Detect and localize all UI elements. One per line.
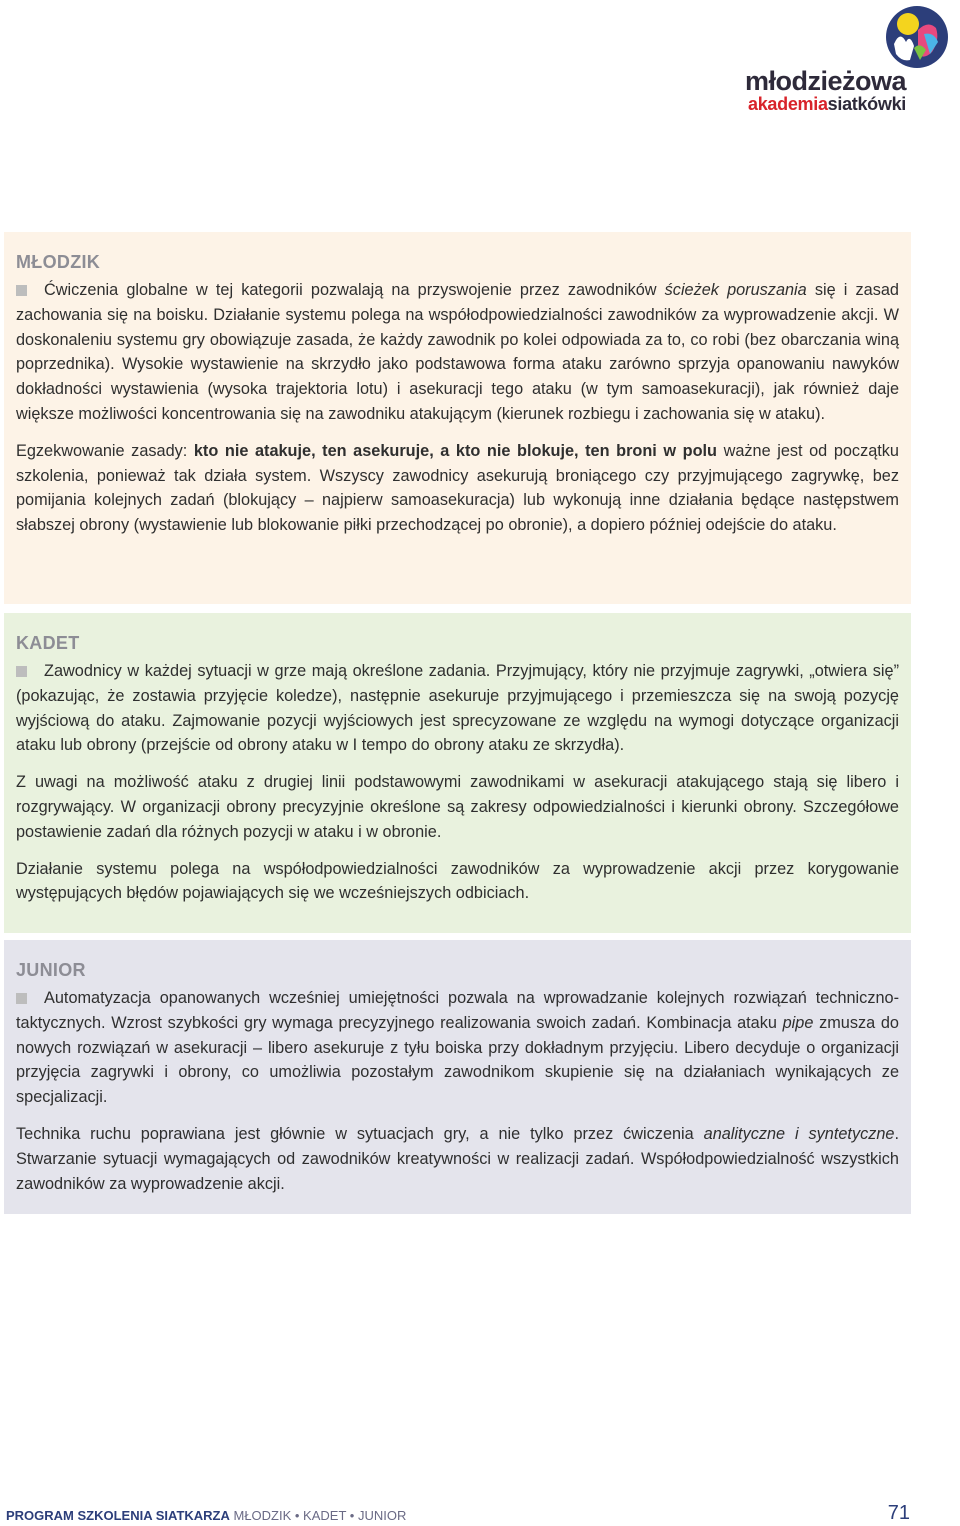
logo-wordmark-line1: młodzieżowa xyxy=(744,66,906,96)
mlodzik-p1-italic: ścieżek poruszania xyxy=(664,281,807,299)
junior-p2-italic: analityczne i syntetyczne xyxy=(703,1124,895,1143)
junior-p1-text-a: Automatyzacja opanowanych wcześniej umiejętności pozwala na wprowadzanie kolejnych rozwiązań techniczno-taktycznych. Wzrost szybkości gry wymaga precyzyjnego realizowania swoich zadań. Kombinacja ataku xyxy=(16,989,899,1032)
section-title-junior: JUNIOR xyxy=(16,960,86,980)
junior-paragraph-1 xyxy=(16,986,899,1110)
page-number: 71 xyxy=(887,1502,910,1524)
kadet-paragraph-1 xyxy=(16,659,899,758)
junior-p2-text-a: Technika ruchu poprawiana jest głównie w sytuacjach gry, a nie tylko przez ćwiczenia xyxy=(16,1124,704,1143)
square-bullet-icon xyxy=(16,285,27,296)
kadet-paragraph-3: Działanie systemu polega na współodpowiedzialności zawodników za wyprowadzenie akcji przez korygowanie występujących błędów pojawiających się we wcześniejszych odbiciach. xyxy=(16,859,899,903)
footer-categories: MŁODZIK • KADET • JUNIOR xyxy=(229,1508,407,1523)
square-bullet-icon xyxy=(16,993,27,1004)
mlodzik-p2-text-a: Egzekwowanie zasady: xyxy=(16,441,194,460)
mlodzik-paragraph-1 xyxy=(16,278,899,427)
section-mlodzik xyxy=(4,232,911,604)
logo-word-siatkowki: siatkówki xyxy=(827,94,906,114)
page-footer xyxy=(6,1508,406,1523)
brand-logo xyxy=(702,4,952,114)
logo-wordmark-line2 xyxy=(748,94,906,115)
footer-program-title: PROGRAM SZKOLENIA SIATKARZA xyxy=(6,1508,230,1523)
section-kadet xyxy=(4,613,911,933)
square-bullet-icon xyxy=(16,666,27,677)
kadet-paragraph-2: Z uwagi na możliwość ataku z drugiej linii podstawowymi zawodnikami w asekuracji atakującego stają się libero i rozgrywający. W organizacji obrony precyzyjnie określone są zakresy odpowiedzialności i kierunki obrony. Szczegółowe postawienie zadań dla różnych pozycji w ataku i w obronie. xyxy=(16,773,899,841)
junior-p1-italic-pipe: pipe xyxy=(782,1013,814,1032)
section-title-kadet: KADET xyxy=(16,633,80,653)
mlodzik-paragraph-2 xyxy=(16,439,899,538)
mlodzik-p2-bold-rule: kto nie atakuje, ten asekuruje, a kto nie blokuje, ten broni w polu xyxy=(193,441,717,460)
junior-paragraph-2 xyxy=(16,1122,899,1196)
logo-word-akademia: akademia xyxy=(748,94,828,114)
section-title-mlodzik: MŁODZIK xyxy=(16,252,101,272)
section-junior xyxy=(4,940,911,1214)
junior-p1-text-b: zmusza do nowych rozwiązań w asekuracji – libero asekuruje z tyłu boiska przy dokładnym przyjęciu. Libero decyduje o organizacji przyjęcia zagrywki i obrony, co umożliwia pozostałym zawodnikom skupienie się na działaniach wynikających ze specjalizacji. xyxy=(16,1013,899,1107)
kadet-p1-text: Zawodnicy w każdej sytuacji w grze mają określone zadania. Przyjmujący, który nie przyjmuje zagrywki, „otwiera się” (pokazując, że zostawia przyjęcie koledze), następnie asekuruje przyjmującego i przemieszcza się na swoją pozycję wyjściową do ataku. Zajmowanie pozycji wyjściowych jest sprecyzowane ze względu na wymogi dotyczące organizacji ataku lub obrony (przejście od obrony ataku w I tempo do obrony ataku ze skrzydła). xyxy=(16,662,899,755)
academy-emblem-icon xyxy=(884,4,950,70)
mlodzik-p2-text-c: ważne jest od początku szkolenia, ponieważ tak działa system. Wszyscy zawodnicy asekurują broniącego czy przyjmującego zagrywkę, bez pomijania kolejnych zadań (blokujący – najpierw samoasekuracja) lub wykonują inne działania będące następstwem słabszej obrony (wystawienie lub blokowanie piłki przechodzącej po obronie), a dopiero później odejście do ataku. xyxy=(16,441,899,535)
junior-p2-text-b: . Stwarzanie sytuacji wymagających od zawodników kreatywności w realizacji zadań. Współodpowiedzialność wszystkich zawodników za wyprowadzenie akcji. xyxy=(16,1124,900,1193)
mlodzik-p1-text-b: się i zasad zachowania się na boisku. Działanie systemu polega na współodpowiedzialności zawodników za wyprowadzenie akcji. W doskonaleniu systemu gry obowiązuje zasada, że każdy zawodnik po kolei odpowiada za to, co robi (bez obarczania winą poprzednika). Wysokie wystawienie na skrzydło jako podstawowa forma ataku zarówno sprzyja opanowaniu nawyków dokładności wystawienia (wysoka trajektoria lotu) i asekuracji tego ataku (w tym samoasekuracji), jak również daje większe możliwości koncentrowania się na zawodniku atakującym (kierunek rozbiegu i zachowania się w ataku). xyxy=(16,281,899,423)
mlodzik-p1-text-a: Ćwiczenia globalne w tej kategorii pozwalają na przyswojenie przez zawodników xyxy=(44,281,665,299)
